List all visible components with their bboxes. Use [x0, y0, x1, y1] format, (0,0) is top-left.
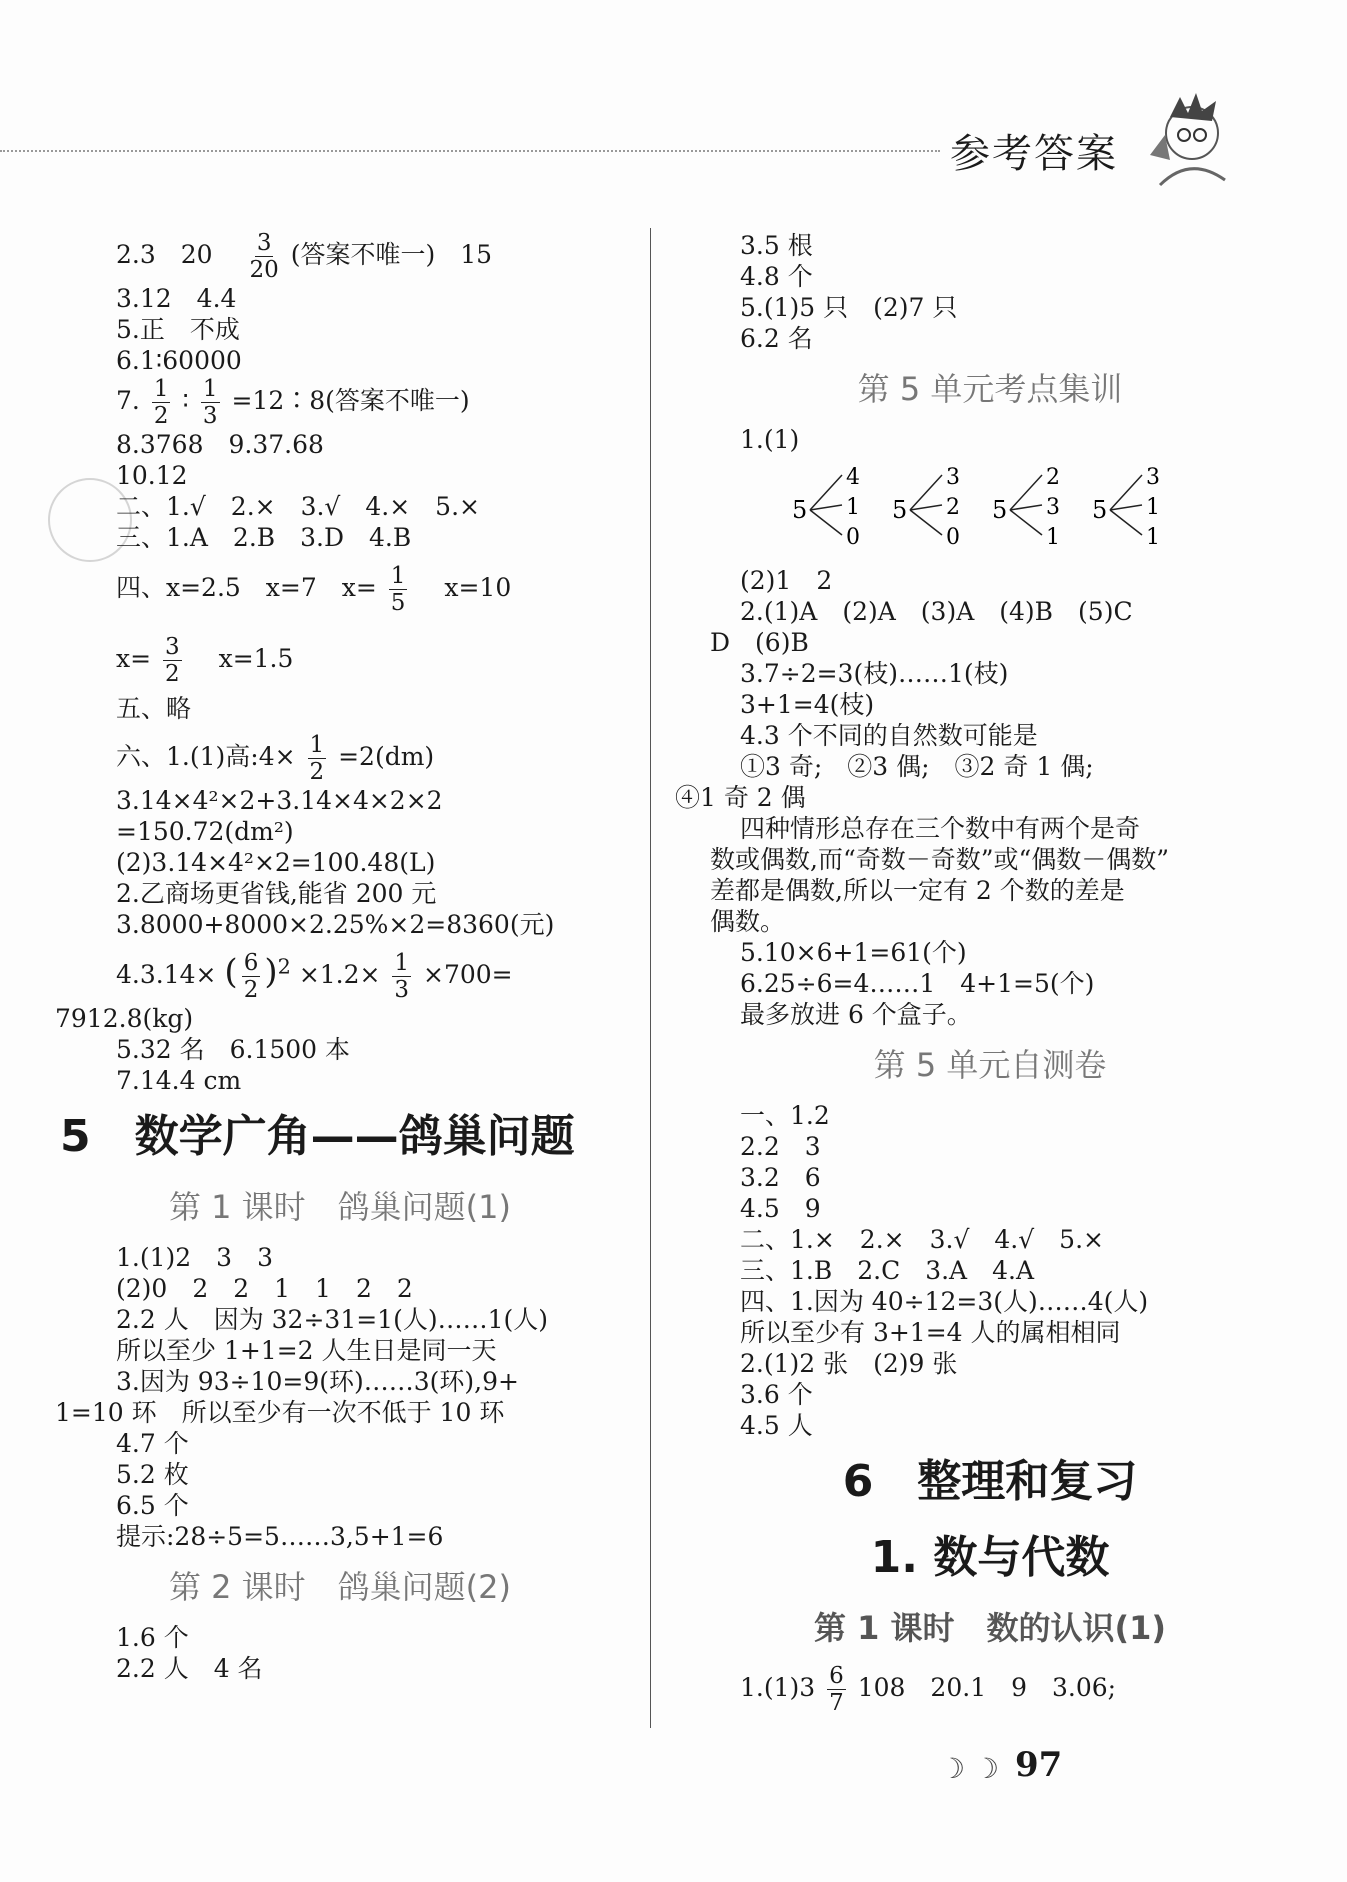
answer-line: 1=10 环 所以至少有一次不低于 10 环 [55, 1398, 505, 1427]
answer-line: 6.1∶60000 [116, 346, 242, 375]
header-dotted-line [0, 150, 940, 152]
answer-line: (2)1 2 [740, 566, 833, 595]
answer-line: 10.12 [116, 461, 188, 490]
answer-line: 四种情形总存在三个数中有两个是奇 [740, 814, 1141, 843]
decomposition-tree [1090, 462, 1170, 558]
tree-branch [810, 510, 842, 535]
answer-line: 1.(1)3 $\frac{6}{7}$ 108 20.1 9 3.06; [740, 1663, 1117, 1716]
answer-line: 7.14.4 cm [116, 1066, 242, 1095]
section-title: 6 整理和复习 [842, 1456, 1138, 1507]
answer-line: 五、略 [116, 694, 192, 723]
answer-line: 3.8000+8000×2.25%×2=8360(元) [116, 910, 555, 939]
tree-leaf: 1 [1146, 495, 1160, 520]
answer-line: 最多放进 6 个盒子。 [740, 1000, 972, 1029]
tree-branch [1010, 510, 1042, 535]
answer-line: 数或偶数,而“奇数－奇数”或“偶数－偶数” [710, 845, 1170, 874]
fraction: $\frac{1}{5}$ [390, 563, 406, 616]
answer-line: x= $\frac{3}{2}$ x=1.5 [116, 634, 294, 687]
answer-line: 7. $\frac{1}{2}$ ∶ $\frac{1}{3}$ =12∶8(答案不唯一) [116, 376, 470, 429]
tree-leaf: 3 [1046, 495, 1060, 520]
decomposition-tree [790, 462, 870, 558]
answer-line: 2.2 3 [740, 1132, 821, 1161]
answer-line: 2.乙商场更省钱,能省 200 元 [116, 879, 437, 908]
answer-line: 3.5 根 [740, 231, 813, 260]
tree-leaf: 2 [1046, 465, 1060, 490]
answer-line: 1.(1) [740, 425, 800, 454]
tree-branch [910, 475, 942, 510]
answer-line: 二、1.√ 2.× 3.√ 4.× 5.× [116, 492, 480, 521]
fraction: $\frac{1}{3}$ [202, 376, 218, 429]
answer-line: 5.32 名 6.1500 本 [116, 1035, 351, 1064]
header-title: 参考答案 [950, 131, 1118, 177]
answer-line: 3.6 个 [740, 1380, 813, 1409]
answer-line: 提示:28÷5=5……3,5+1=6 [116, 1522, 444, 1551]
section-title: 5 数学广角——鸽巢问题 [60, 1111, 575, 1162]
answer-line: 三、1.A 2.B 3.D 4.B [116, 523, 412, 552]
answer-line: 四、x=2.5 x=7 x= $\frac{1}{5}$ x=10 [116, 563, 512, 616]
tree-branch [1010, 475, 1042, 510]
answer-line: 3+1=4(枝) [740, 690, 875, 719]
answer-line: 所以至少有 3+1=4 人的属相相同 [740, 1318, 1121, 1347]
tree-leaf: 0 [846, 525, 860, 550]
answer-line: 5.正 不成 [116, 315, 240, 344]
answer-line: ①3 奇; ②3 偶; ③2 奇 1 偶; [740, 752, 1094, 781]
fraction: $\frac{1}{2}$ [153, 376, 169, 429]
fraction: $\frac{1}{3}$ [394, 950, 410, 1003]
unit-title: 第 5 单元自测卷 [873, 1046, 1107, 1084]
tree-leaf: 1 [846, 495, 860, 520]
answer-line: 3.7÷2=3(枝)……1(枝) [740, 659, 1009, 688]
fraction: $\frac{1}{2}$ [309, 732, 325, 785]
answer-line: 4.7 个 [116, 1429, 189, 1458]
tree-leaf: 1 [1046, 525, 1060, 550]
answer-line: 3.2 6 [740, 1163, 821, 1192]
answer-line: 所以至少 1+1=2 人生日是同一天 [116, 1336, 497, 1365]
moon-decoration-icon: ☽ ☽ [940, 1752, 1000, 1785]
answer-line: 4.3 个不同的自然数可能是 [740, 721, 1038, 750]
answer-line: 3.因为 93÷10=9(环)……3(环),9+ [116, 1367, 519, 1396]
right-column [675, 230, 1270, 1716]
decomposition-tree [890, 462, 970, 558]
fraction: $\frac{6}{7}$ [829, 1663, 844, 1716]
answer-line: 4.3.14× ( $\frac{6}{2}$ )$^2$ ×1.2× $\frac{1}{3}$ ×700= [116, 950, 513, 1003]
answer-line: 3.14×4²×2+3.14×4×2×2 [116, 786, 443, 815]
answer-line: 8.3768 9.37.68 [116, 430, 324, 459]
answer-line: 2.(1)A (2)A (3)A (4)B (5)C [740, 597, 1133, 626]
column-divider [650, 228, 651, 1728]
answer-line: (2)3.14×4²×2=100.48(L) [116, 848, 436, 877]
tree-leaf: 4 [846, 465, 860, 490]
answer-line: 2.3 20 $\frac{3}{20}$ (答案不唯一) 15 [116, 230, 493, 283]
answer-line: 4.8 个 [740, 262, 813, 291]
lesson-title: 第 2 课时 鸽巢问题(2) [168, 1568, 512, 1606]
tree-leaf: 1 [1146, 525, 1160, 550]
lesson-title: 第 1 课时 数的认识(1) [813, 1609, 1167, 1647]
tree-branch [910, 510, 942, 535]
tree-leaf: 3 [946, 465, 960, 490]
answer-line: 5.(1)5 只 (2)7 只 [740, 293, 958, 322]
fraction: $\frac{3}{20}$ [249, 230, 279, 283]
answer-line: 二、1.× 2.× 3.√ 4.√ 5.× [740, 1225, 1104, 1254]
decomposition-tree [990, 462, 1070, 558]
left-column [55, 230, 620, 1684]
tree-root: 5 [1092, 496, 1108, 524]
unit-title: 第 5 单元考点集训 [857, 370, 1123, 408]
answer-line: 差都是偶数,所以一定有 2 个数的差是 [710, 876, 1125, 905]
answer-line: 7912.8(kg) [55, 1004, 194, 1033]
answer-line: 3.12 4.4 [116, 284, 237, 313]
answer-line: ④1 奇 2 偶 [675, 783, 806, 812]
answer-line: (2)0 2 2 1 1 2 2 [116, 1274, 413, 1303]
tree-leaf: 0 [946, 525, 960, 550]
answer-line: =150.72(dm²) [116, 817, 294, 846]
answer-line: 6.2 名 [740, 324, 813, 353]
fraction: $\frac{3}{2}$ [165, 634, 180, 687]
answer-line: 一、1.2 [740, 1101, 830, 1130]
fraction: $\frac{6}{2}$ [243, 950, 259, 1003]
answer-line: 1.(1)2 3 3 [116, 1243, 273, 1272]
answer-line: 6.5 个 [116, 1491, 189, 1520]
answer-line: 5.2 枚 [116, 1460, 189, 1489]
lesson-title: 第 1 课时 鸽巢问题(1) [168, 1188, 512, 1226]
tree-root: 5 [992, 496, 1008, 524]
tree-branch [1110, 475, 1142, 510]
answer-line: 4.5 9 [740, 1194, 821, 1223]
answer-line: 偶数。 [710, 907, 786, 936]
answer-line: 2.2 人 4 名 [116, 1654, 263, 1683]
tree-branch [1110, 510, 1142, 535]
answer-line: 5.10×6+1=61(个) [740, 938, 967, 967]
tree-root: 5 [892, 496, 908, 524]
tree-leaf: 3 [1146, 465, 1160, 490]
decomposition-trees [710, 455, 1270, 565]
tree-root: 5 [792, 496, 808, 524]
subsection-title: 1. 数与代数 [870, 1532, 1110, 1583]
answer-line: 2.(1)2 张 (2)9 张 [740, 1349, 958, 1378]
answer-line: 1.6 个 [116, 1623, 189, 1652]
answer-line: 三、1.B 2.C 3.A 4.A [740, 1256, 1035, 1285]
mascot-icon [1130, 85, 1250, 205]
answer-line: 六、1.(1)高:4× $\frac{1}{2}$ =2(dm) [116, 732, 435, 785]
answer-line: 4.5 人 [740, 1411, 813, 1440]
tree-branch [810, 475, 842, 510]
tree-leaf: 2 [946, 495, 960, 520]
answer-line: 四、1.因为 40÷12=3(人)……4(人) [740, 1287, 1149, 1316]
page-number: 97 [1015, 1745, 1063, 1785]
answer-line: 6.25÷6=4……1 4+1=5(个) [740, 969, 1095, 998]
answer-line: D (6)B [710, 628, 809, 657]
answer-line: 2.2 人 因为 32÷31=1(人)……1(人) [116, 1305, 548, 1334]
